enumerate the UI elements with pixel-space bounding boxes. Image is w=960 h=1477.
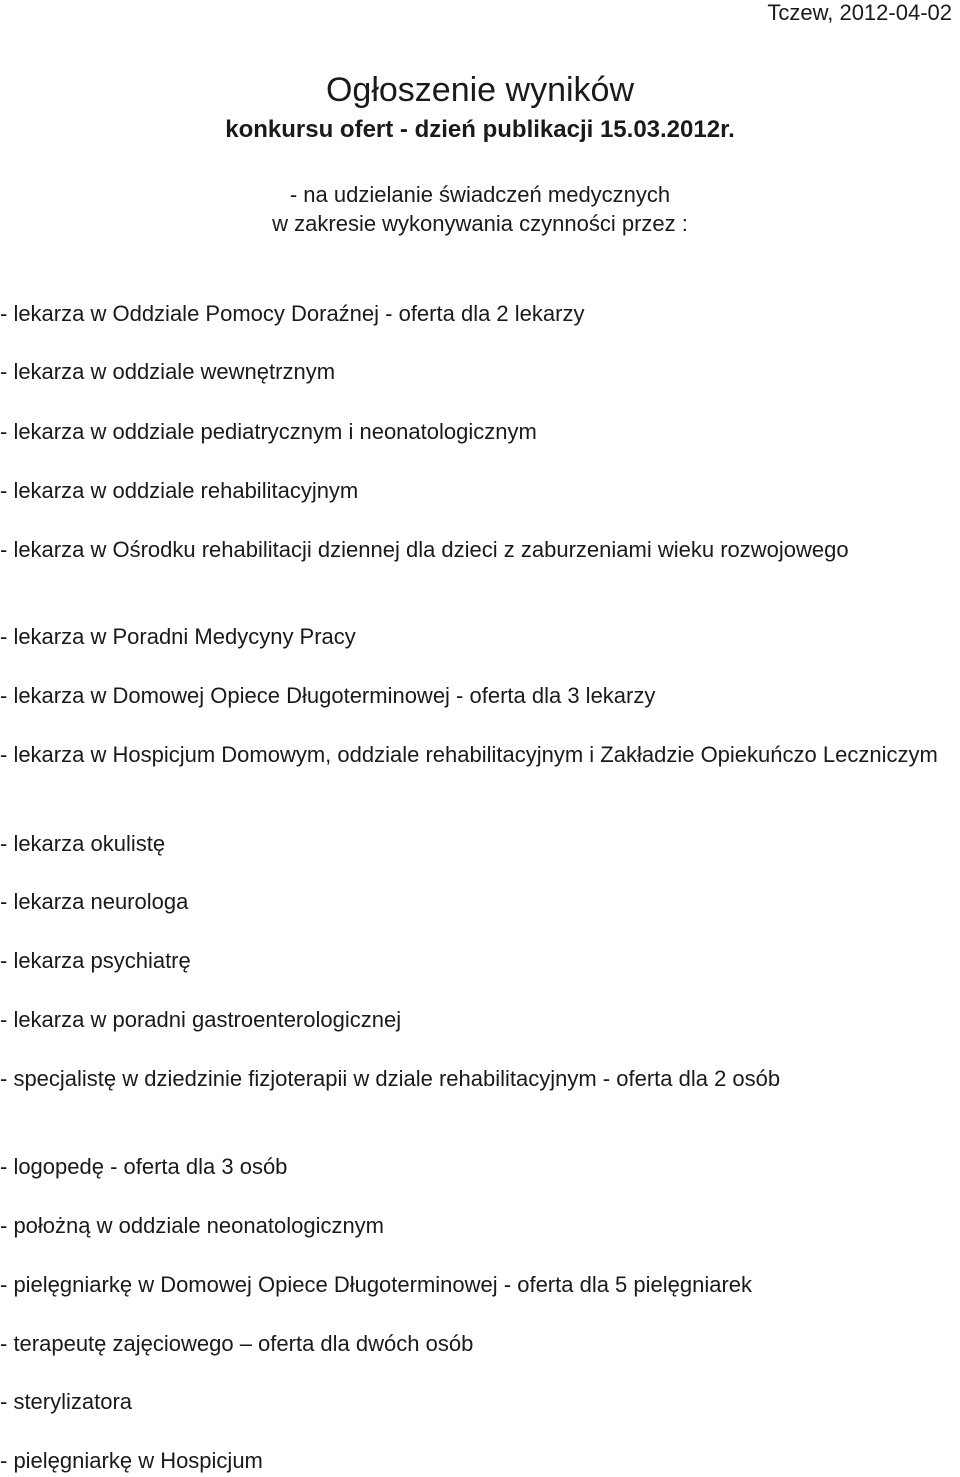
- list-item: - lekarza psychiatrę: [0, 948, 191, 973]
- list-item: - specjalistę w dziedzinie fizjoterapii w dziale rehabilitacyjnym - oferta dla 2 osób: [0, 1066, 781, 1091]
- page-title: Ogłoszenie wyników: [325, 71, 635, 109]
- intro-text: [0, 180, 960, 238]
- list-item: - lekarza w Domowej Opiece Długoterminowej - oferta dla 3 lekarzy: [0, 683, 656, 708]
- list-item: - lekarza w Oddziale Pomocy Doraźnej - oferta dla 2 lekarzy: [0, 301, 585, 326]
- list-item: - pielęgniarkę w Hospicjum: [0, 1448, 263, 1473]
- intro-line-1: - na udzielanie świadczeń medycznych: [289, 182, 671, 207]
- page-subtitle: konkursu ofert - dzień publikacji 15.03.2012r.: [225, 116, 735, 143]
- list-item: - lekarza neurologa: [0, 889, 189, 914]
- list-item: - lekarza okulistę: [0, 831, 166, 856]
- list-item: - lekarza w poradni gastroenterologicznej: [0, 1007, 402, 1032]
- list-item: - terapeutę zajęciowego – oferta dla dwóch osób: [0, 1331, 474, 1356]
- list-item: - lekarza w oddziale rehabilitacyjnym: [0, 478, 359, 503]
- list-item: - sterylizatora: [0, 1389, 133, 1414]
- place-date: Tczew, 2012-04-02: [767, 0, 952, 25]
- list-item: - lekarza w Ośrodku rehabilitacji dziennej dla dzieci z zaburzeniami wieku rozwojowego: [0, 537, 849, 562]
- list-item: - pielęgniarkę w Domowej Opiece Długoterminowej - oferta dla 5 pielęgniarek: [0, 1272, 753, 1297]
- list-item: - lekarza w oddziale wewnętrznym: [0, 359, 336, 384]
- list-item: - lekarza w Poradni Medycyny Pracy: [0, 624, 356, 649]
- intro-line-2: w zakresie wykonywania czynności przez :: [272, 211, 688, 236]
- list-item: - lekarza w oddziale pediatrycznym i neonatologicznym: [0, 419, 537, 444]
- list-item: - położną w oddziale neonatologicznym: [0, 1213, 385, 1238]
- list-item: - lekarza w Hospicjum Domowym, oddziale rehabilitacyjnym i Zakładzie Opiekuńczo Leczniczym: [0, 742, 938, 767]
- list-item: - logopedę - oferta dla 3 osób: [0, 1154, 288, 1179]
